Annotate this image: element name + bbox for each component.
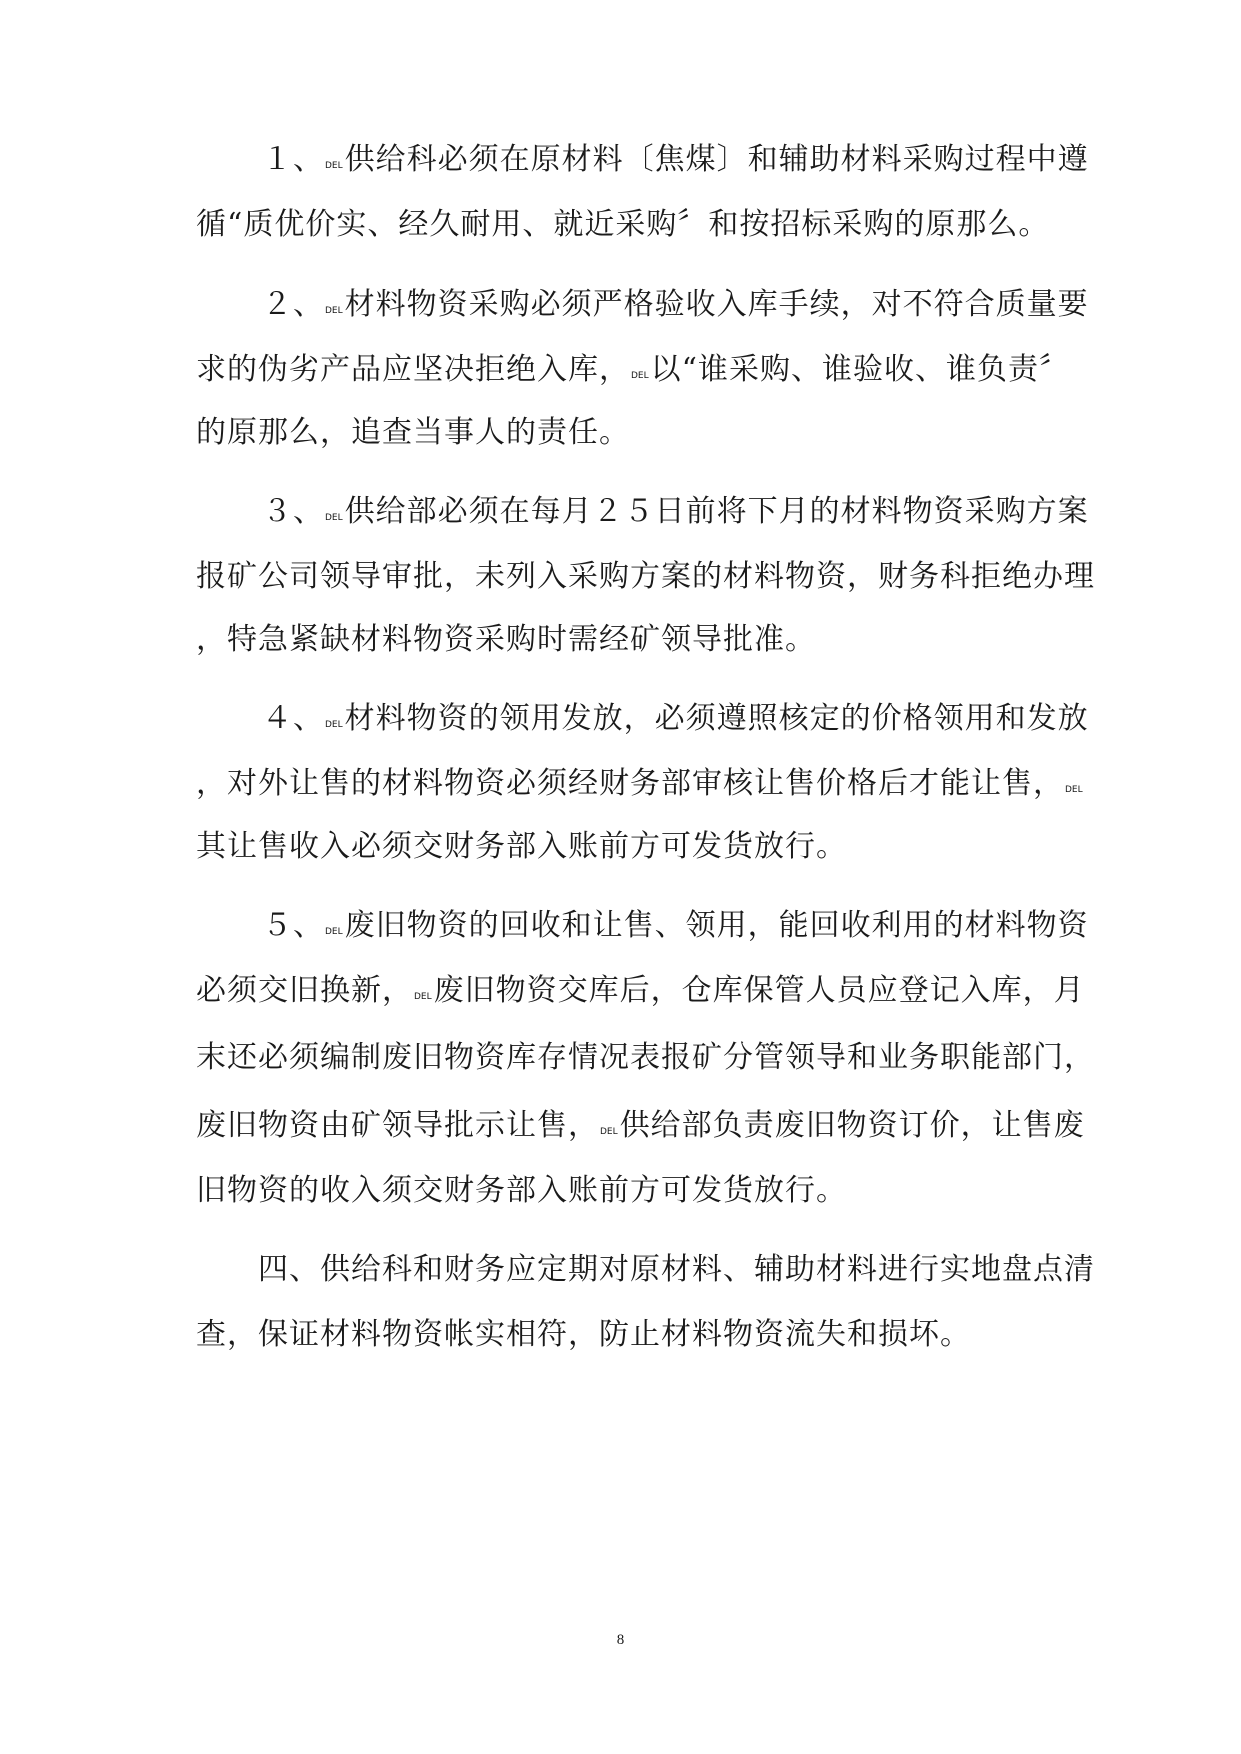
line-text: 废旧物资由矿领导批示让售，	[196, 1108, 599, 1143]
item-number: ３、	[262, 494, 324, 529]
paragraph-2-line-1	[262, 287, 1089, 329]
paragraph-4-line-1	[262, 701, 1089, 743]
line-text: 供给科必须在原材料〔焦煤〕和辅助材料采购过程中遵	[344, 142, 1089, 177]
paragraph-2-line-2	[196, 352, 1070, 394]
del-mark: DEL	[325, 306, 343, 316]
del-mark: DEL	[325, 720, 343, 730]
line-text: 报矿公司领导审批，未列入采购方案的材料物资，财务科拒绝办理	[196, 559, 1095, 594]
paragraph-4-line-3	[196, 829, 847, 865]
line-text: 材料物资采购必须严格验收入库手续，对不符合质量要	[344, 287, 1089, 322]
line-text: 必须交旧换新，	[196, 973, 413, 1008]
item-number: １、	[262, 142, 324, 177]
del-mark: DEL	[325, 927, 343, 937]
paragraph-5-line-4	[196, 1108, 1085, 1150]
paragraph-5-line-1	[262, 908, 1089, 950]
line-text: 以“谁采购、谁验收、谁负责〞	[650, 352, 1070, 387]
line-text: 其让售收入必须交财务部入账前方可发货放行。	[196, 829, 847, 864]
paragraph-4-line-2	[196, 766, 1085, 808]
line-text: 供给部必须在每月２５日前将下月的材料物资采购方案	[344, 494, 1089, 529]
paragraph-3-line-1	[262, 494, 1089, 536]
page-number: 8	[616, 1632, 625, 1648]
line-text: 供给部负责废旧物资订价，让售废	[619, 1108, 1085, 1143]
line-text: 废旧物资的回收和让售、领用，能回收利用的材料物资	[344, 908, 1089, 943]
paragraph-6-line-1	[258, 1252, 1095, 1288]
line-text: 的原那么，追查当事人的责任。	[196, 415, 630, 450]
line-text: 旧物资的收入须交财务部入账前方可发货放行。	[196, 1173, 847, 1208]
del-mark: DEL	[600, 1127, 618, 1137]
paragraph-6-line-2	[196, 1317, 971, 1353]
del-mark: DEL	[325, 513, 343, 523]
line-text: 循“质优价实、经久耐用、就近采购〞和按招标采购的原那么。	[196, 207, 1050, 242]
line-text: ，对外让售的材料物资必须经财务部审核让售价格后才能让售，	[196, 766, 1064, 801]
del-mark: DEL	[1065, 785, 1083, 795]
paragraph-2-line-3	[196, 415, 630, 451]
paragraph-5-line-2	[196, 973, 1085, 1015]
del-mark: DEL	[325, 161, 343, 171]
item-number: ５、	[262, 908, 324, 943]
paragraph-1-line-1	[262, 142, 1089, 184]
line-text: 末还必须编制废旧物资库存情况表报矿分管领导和业务职能部门，	[196, 1040, 1095, 1075]
item-number: ４、	[262, 701, 324, 736]
del-mark: DEL	[631, 371, 649, 381]
paragraph-5-line-3	[196, 1040, 1095, 1076]
line-text: 四、供给科和财务应定期对原材料、辅助材料进行实地盘点清	[258, 1252, 1095, 1287]
line-text: 材料物资的领用发放，必须遵照核定的价格领用和发放	[344, 701, 1089, 736]
paragraph-3-line-2	[196, 559, 1095, 595]
paragraph-1-line-2	[196, 207, 1049, 243]
line-text: ，特急紧缺材料物资采购时需经矿领导批准。	[196, 622, 816, 657]
paragraph-3-line-3	[196, 622, 816, 658]
line-text: 查，保证材料物资帐实相符，防止材料物资流失和损坏。	[196, 1317, 971, 1352]
line-text: 求的伪劣产品应坚决拒绝入库，	[196, 352, 630, 387]
del-mark: DEL	[414, 992, 432, 1002]
paragraph-5-line-5	[196, 1173, 847, 1209]
line-text: 废旧物资交库后，仓库保管人员应登记入库，月	[433, 973, 1085, 1008]
item-number: ２、	[262, 287, 324, 322]
